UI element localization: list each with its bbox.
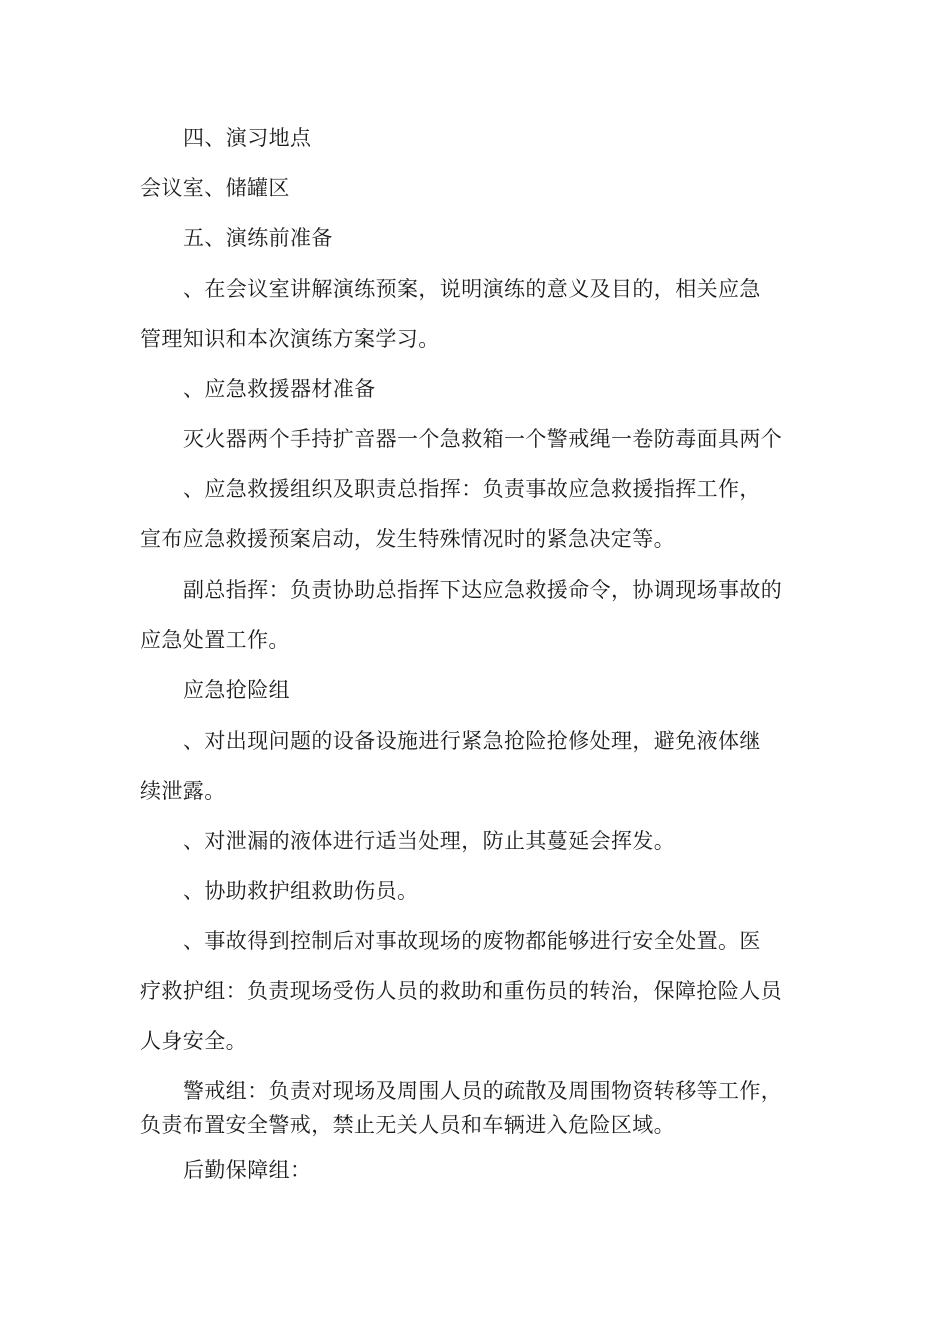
paragraph-line: 、协助救护组救助伤员。 — [183, 879, 419, 903]
heading-drill-location: 四、演习地点 — [183, 126, 312, 150]
paragraph-line: 、对出现问题的设备设施进行紧急抢险抢修处理，避免液体继 — [183, 729, 761, 753]
paragraph-line: 会议室、储罐区 — [140, 176, 290, 200]
heading-logistics-support-team: 后勤保障组： — [183, 1158, 312, 1182]
paragraph-line: 管理知识和本次演练方案学习。 — [140, 327, 440, 351]
paragraph-line: 、应急救援器材准备 — [183, 377, 376, 401]
paragraph-line: 、对泄漏的液体进行适当处理，防止其蔓延会挥发。 — [183, 829, 676, 853]
paragraph-line: 疗救护组：负责现场受伤人员的救助和重伤员的转治，保障抢险人员 — [140, 979, 782, 1003]
paragraph-line: 人身安全。 — [140, 1029, 247, 1053]
paragraph-line: 灭火器两个手持扩音器一个急救箱一个警戒绳一卷防毒面具两个 — [183, 427, 783, 451]
paragraph-line: 续泄露。 — [140, 779, 226, 803]
paragraph-line: 副总指挥：负责协助总指挥下达应急救援命令，协调现场事故的 — [183, 578, 783, 602]
paragraph-line: 宣布应急救援预案启动，发生特殊情况时的紧急决定等。 — [140, 527, 675, 551]
paragraph-line: 、事故得到控制后对事故现场的废物都能够进行安全处置。医 — [183, 929, 761, 953]
heading-emergency-rescue-team: 应急抢险组 — [183, 678, 290, 702]
paragraph-line: 警戒组：负责对现场及周围人员的疏散及周围物资转移等工作， — [183, 1079, 783, 1103]
paragraph-line: 应急处置工作。 — [140, 628, 290, 652]
paragraph-line: 负责布置安全警戒，禁止无关人员和车辆进入危险区域。 — [140, 1113, 675, 1137]
paragraph-line: 、应急救援组织及职责总指挥：负责事故应急救援指挥工作， — [183, 477, 761, 501]
paragraph-line: 、在会议室讲解演练预案，说明演练的意义及目的，相关应急 — [183, 277, 761, 301]
heading-pre-drill-preparation: 五、演练前准备 — [183, 226, 333, 250]
